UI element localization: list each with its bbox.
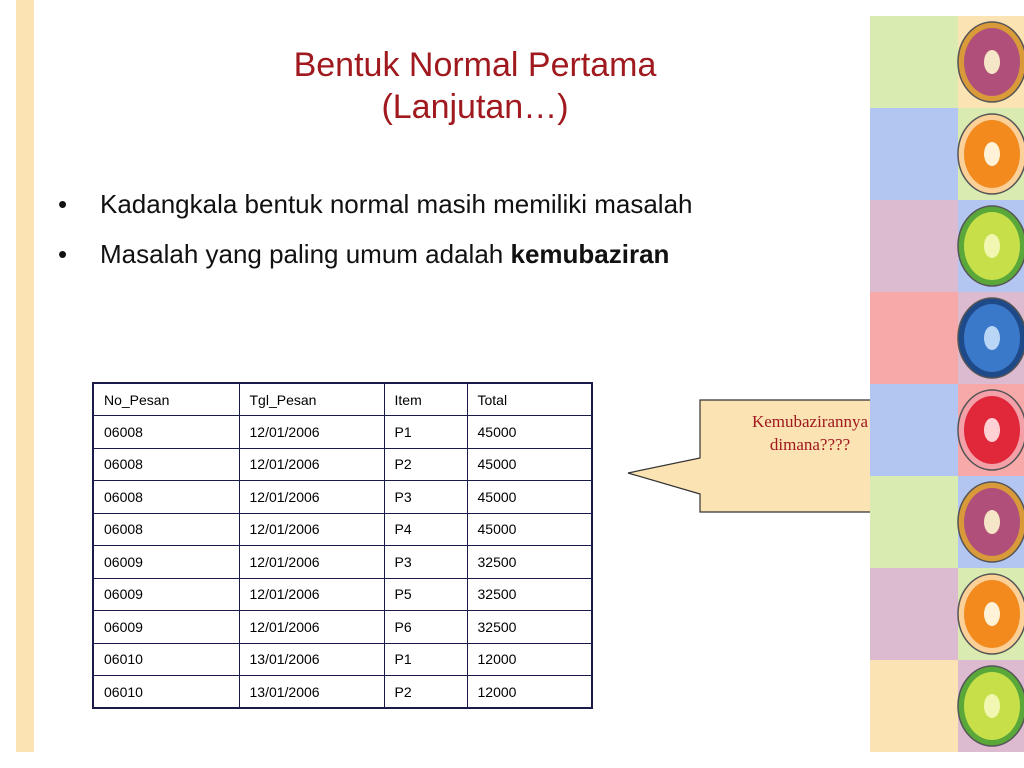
table-row <box>93 546 592 579</box>
table-cell: P2 <box>384 676 467 709</box>
callout-line-2: dimana???? <box>769 435 851 454</box>
table-cell: 12/01/2006 <box>239 513 384 546</box>
table-cell: P1 <box>384 643 467 676</box>
table-cell: 12000 <box>467 676 592 709</box>
table-cell: 32500 <box>467 578 592 611</box>
table-cell: 06010 <box>93 676 239 709</box>
bullet-item-2 <box>58 238 693 270</box>
color-tile <box>870 16 958 108</box>
table-cell: 12/01/2006 <box>239 448 384 481</box>
bullet-dot-icon: • <box>58 239 68 269</box>
table-cell: 45000 <box>467 448 592 481</box>
header-tgl-pesan: Tgl_Pesan <box>239 383 384 416</box>
table-cell: P3 <box>384 546 467 579</box>
table-cell: P4 <box>384 513 467 546</box>
apple-slice-icon <box>958 22 1024 102</box>
color-tile <box>870 384 958 476</box>
color-tile <box>870 568 958 660</box>
table-header-row <box>93 383 592 416</box>
bullet-bold-term: kemubaziran <box>510 239 670 269</box>
table-cell: P6 <box>384 611 467 644</box>
color-tile <box>870 476 958 568</box>
table-cell: 12/01/2006 <box>239 611 384 644</box>
table-row <box>93 481 592 514</box>
order-table <box>92 382 593 709</box>
orange-slice-icon <box>958 574 1024 654</box>
table-cell: P3 <box>384 481 467 514</box>
color-tile <box>870 660 958 752</box>
table-row <box>93 416 592 449</box>
red-orange-slice-icon <box>958 390 1024 470</box>
callout-line-1: Kemubazirannya <box>751 412 869 431</box>
blue-apple-icon <box>958 298 1024 378</box>
pear-slice-icon <box>958 666 1024 746</box>
table-cell: 12/01/2006 <box>239 416 384 449</box>
table-cell: 12000 <box>467 643 592 676</box>
table-cell: 06008 <box>93 448 239 481</box>
table-cell: 06008 <box>93 416 239 449</box>
table-cell: P2 <box>384 448 467 481</box>
table-cell: 12/01/2006 <box>239 546 384 579</box>
bullet-item-1 <box>58 188 693 220</box>
table-cell: 32500 <box>467 611 592 644</box>
orange-slice-icon <box>958 114 1024 194</box>
color-tile <box>870 292 958 384</box>
table-row <box>93 578 592 611</box>
bullet-text-1: Kadangkala bentuk normal masih memiliki masalah <box>100 189 693 219</box>
table-cell: 06009 <box>93 611 239 644</box>
table-row <box>93 643 592 676</box>
header-no-pesan: No_Pesan <box>93 383 239 416</box>
table-cell: 13/01/2006 <box>239 643 384 676</box>
header-item: Item <box>384 383 467 416</box>
apple-slice-icon <box>958 482 1024 562</box>
table-row <box>93 611 592 644</box>
title-line-2: (Lanjutan…) <box>381 88 569 126</box>
table-row <box>93 513 592 546</box>
table-cell: 45000 <box>467 513 592 546</box>
bullet-text-2: Masalah yang paling umum adalah <box>100 239 511 269</box>
table-cell: 06010 <box>93 643 239 676</box>
bullet-list <box>58 188 693 288</box>
table-cell: 45000 <box>467 416 592 449</box>
left-decorative-stripe <box>16 0 34 752</box>
table-cell: 13/01/2006 <box>239 676 384 709</box>
table-cell: 32500 <box>467 546 592 579</box>
table-cell: 06009 <box>93 546 239 579</box>
table-cell: 06008 <box>93 481 239 514</box>
color-tile <box>870 108 958 200</box>
table-row <box>93 448 592 481</box>
header-total: Total <box>467 383 592 416</box>
fruit-decoration-strip <box>870 16 1024 752</box>
table-cell: 06009 <box>93 578 239 611</box>
table-cell: 12/01/2006 <box>239 578 384 611</box>
table-cell: 45000 <box>467 481 592 514</box>
bullet-dot-icon: • <box>58 189 68 219</box>
title-line-1: Bentuk Normal Pertama <box>293 46 657 84</box>
pear-slice-icon <box>958 206 1024 286</box>
table-cell: 12/01/2006 <box>239 481 384 514</box>
table-cell: P1 <box>384 416 467 449</box>
table-cell: P5 <box>384 578 467 611</box>
color-tile <box>870 200 958 292</box>
table-row <box>93 676 592 709</box>
slide-title <box>230 44 720 128</box>
table-cell: 06008 <box>93 513 239 546</box>
